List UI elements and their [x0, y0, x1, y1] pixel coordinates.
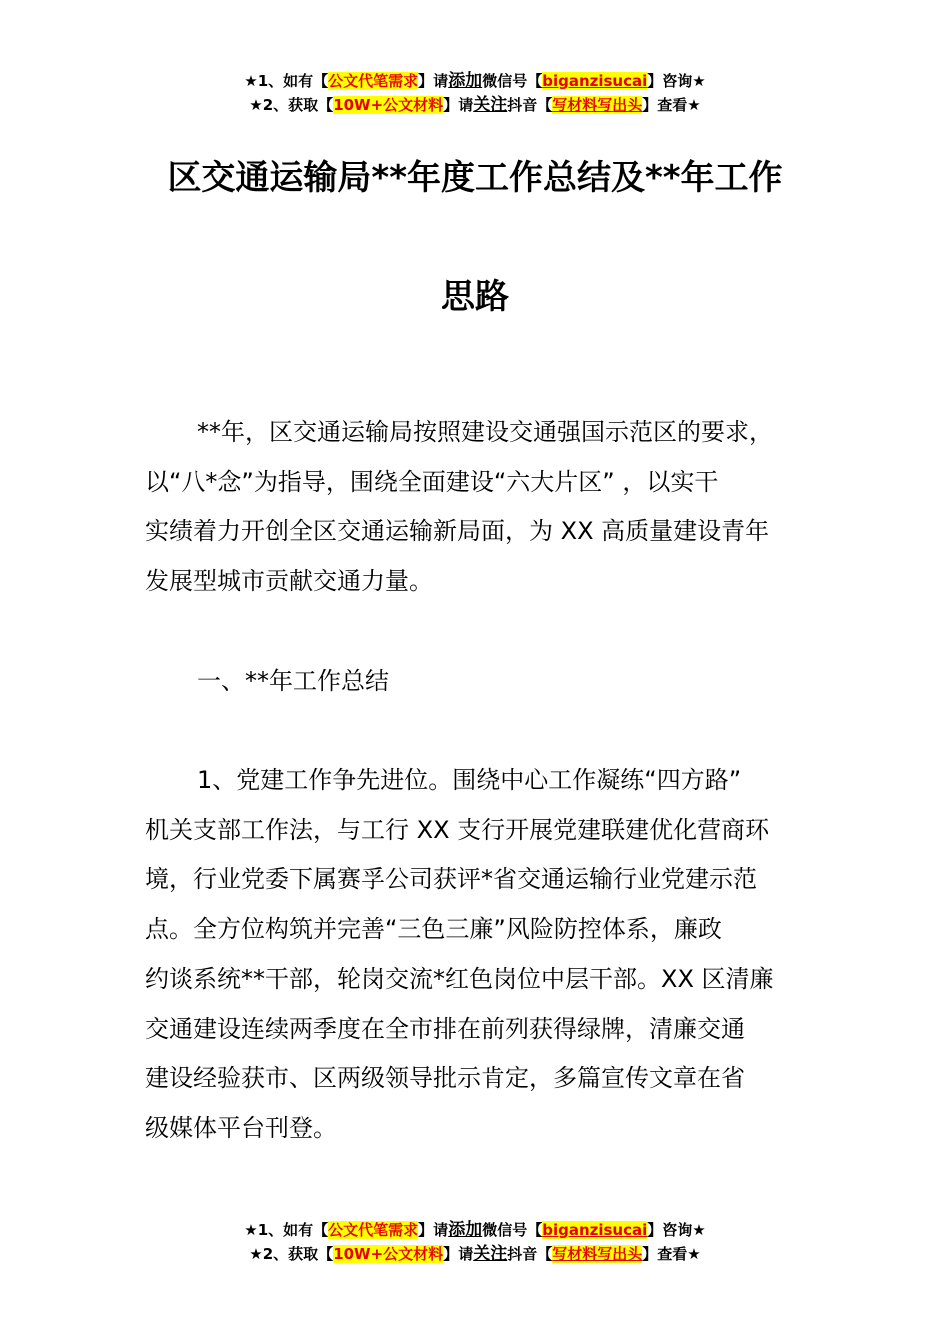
underlined-text: 关注 [473, 95, 508, 115]
text-line: 实绩着力开创全区交通运输新局面，为 XX 高质量建设青年 [145, 517, 770, 546]
text-line: 约谈系统**干部，轮岗交流*红色岗位中层干部。XX 区清廉 [145, 964, 774, 993]
text: 】咨询★ [647, 1221, 706, 1239]
text-line: **年，区交通运输局按照建设交通强国示范区的要求， [197, 418, 773, 446]
text-line: 1、党建工作争先进位。围绕中心工作凝练“四方路” [197, 766, 742, 794]
text-line: 交通建设连续两季度在全市排在前列获得绿牌，清廉交通 [145, 1014, 745, 1043]
douyin-id: 写材料写出头 [552, 96, 643, 114]
highlight-text: 10W+公文材料 [333, 96, 444, 114]
document-title-line-1: 区交通运输局**年度工作总结及**年工作 [167, 158, 783, 198]
text: 抖音【 [507, 96, 553, 114]
highlight-text: 公文代笔需求 [328, 1221, 419, 1239]
text: ★2、获取【 [249, 96, 334, 114]
text: 】请 [443, 96, 474, 114]
text: 】请 [418, 1221, 449, 1239]
text-line: 以“八*念”为指导，围绕全面建设“六大片区” ，以实干 [145, 467, 719, 496]
underlined-text: 关注 [473, 1244, 508, 1264]
text-line: 建设经验获市、区两级领导批示肯定，多篇宣传文章在省 [145, 1064, 745, 1093]
banner-line-2 [0, 93, 950, 117]
underlined-text: 添加 [448, 1220, 483, 1240]
text: 】咨询★ [647, 72, 706, 90]
header-banner [0, 69, 950, 117]
document-title-line-2: 思路 [441, 277, 509, 317]
banner-line-2 [0, 1242, 950, 1266]
text: 抖音【 [507, 1245, 553, 1263]
section-heading: 一、**年工作总结 [197, 667, 389, 695]
text: 】查看★ [642, 1245, 701, 1263]
text: 】查看★ [642, 96, 701, 114]
text-line: 点。全方位构筑并完善“三色三廉”风险防控体系，廉政 [145, 915, 722, 944]
underlined-text: 添加 [448, 71, 483, 91]
text-line: 境，行业党委下属赛孚公司获评*省交通运输行业党建示范 [145, 865, 757, 894]
text-line: 发展型城市贡献交通力量。 [145, 567, 433, 596]
text: 】请 [418, 72, 449, 90]
banner-line-1 [0, 1218, 950, 1242]
text: ★1、如有【 [244, 1221, 329, 1239]
text: ★1、如有【 [244, 72, 329, 90]
text-line: 级媒体平台刊登。 [145, 1113, 337, 1142]
text: 微信号【 [482, 1221, 543, 1239]
intro-paragraph [145, 408, 845, 607]
banner-line-1 [0, 69, 950, 93]
highlight-text: 公文代笔需求 [328, 72, 419, 90]
highlight-text: 10W+公文材料 [333, 1245, 444, 1263]
footer-banner [0, 1218, 950, 1266]
text-line: 机关支部工作法，与工行 XX 支行开展党建联建优化营商环 [145, 815, 770, 844]
text: ★2、获取【 [249, 1245, 334, 1263]
douyin-id: 写材料写出头 [552, 1245, 643, 1263]
text: 】请 [443, 1245, 474, 1263]
wechat-id: biganzisucai [542, 1221, 648, 1239]
wechat-id: biganzisucai [542, 72, 648, 90]
text: 微信号【 [482, 72, 543, 90]
item-paragraph [145, 756, 845, 1154]
